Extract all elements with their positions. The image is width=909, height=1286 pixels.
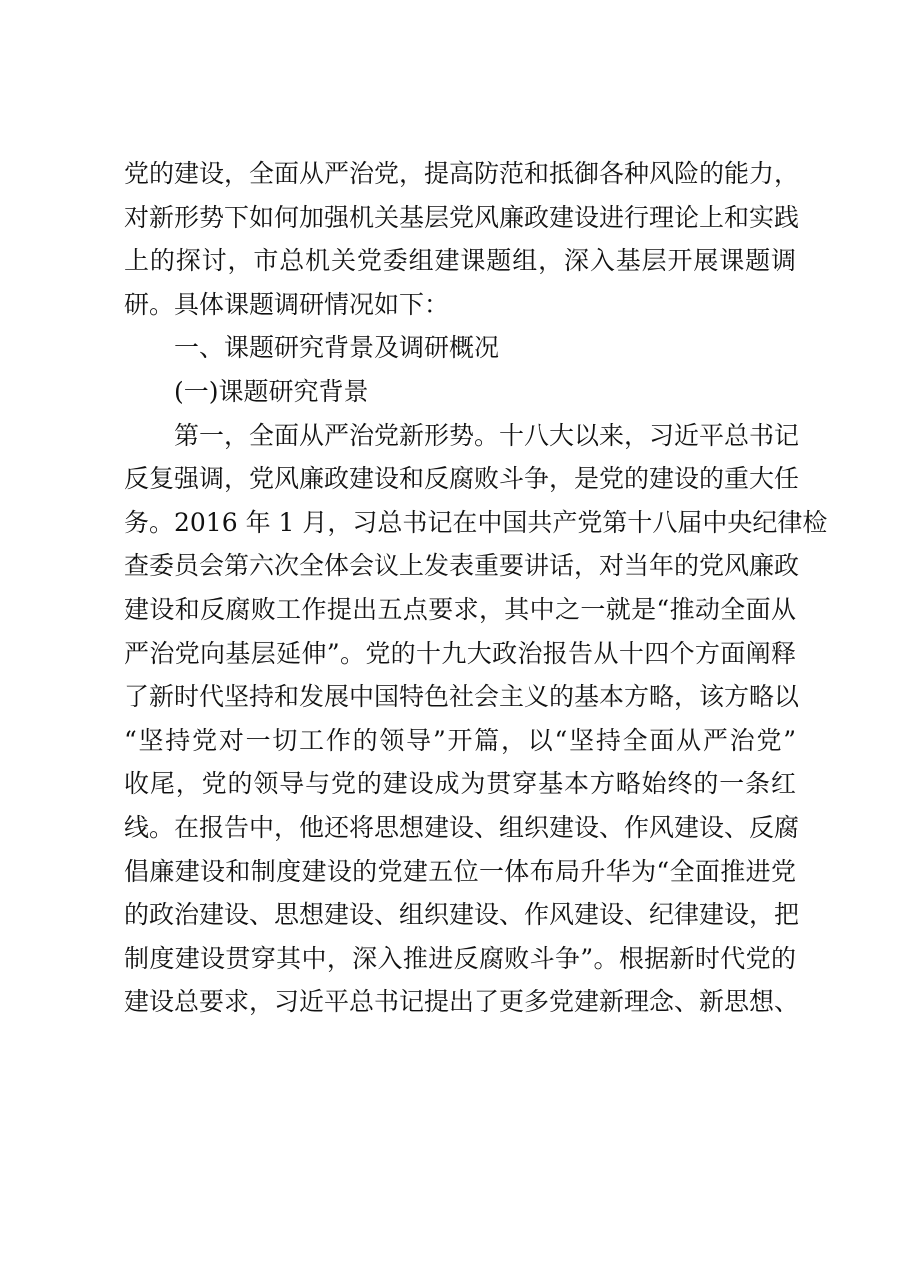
text-line-4: 研。具体课题调研情况如下： [124,289,450,319]
text-line-17: 倡廉建设和制度建设的党建五位一体布局升华为“全面推进党 [124,856,796,886]
text-line-11: 建设和反腐败工作提出五点要求，其中之一就是“推动全面从 [124,594,796,624]
text-line-14: “坚持党对一切工作的领导”开篇，以“坚持全面从严治党” [124,725,796,755]
text-line-20: 建设总要求，习近平总书记提出了更多党建新理念、新思想、 [124,987,800,1017]
text-line-13: 了新时代坚持和发展中国特色社会主义的基本方略，该方略以 [124,682,800,712]
text-line-16: 线。在报告中，他还将思想建设、组织建设、作风建设、反腐 [124,812,800,842]
text-line-8: 反复强调，党风廉政建设和反腐败斗争，是党的建设的重大任 [124,464,800,494]
text-line-2: 对新形势下如何加强机关基层党风廉政建设进行理论上和实践 [124,202,800,232]
text-line-3: 上的探讨，市总机关党委组建课题组，深入基层开展课题调 [124,246,796,276]
text-line-18: 的政治建设、思想建设、组织建设、作风建设、纪律建设，把 [124,900,800,930]
text-line-1: 党的建设，全面从严治党，提高防范和抵御各种风险的能力， [124,159,800,188]
section-heading: 一、课题研究背景及调研概况 [174,333,500,363]
text-line-10: 查委员会第六次全体会议上发表重要讲话，对当年的党风廉政 [124,551,800,581]
text-line-19: 制度建设贯穿其中，深入推进反腐败斗争”。根据新时代党的 [124,943,796,973]
body-text [124,152,828,1024]
subsection-heading: (一)课题研究背景 [174,376,369,406]
text-line-15: 收尾，党的领导与党的建设成为贯穿基本方略始终的一条红 [124,769,796,799]
text-line-12: 严治党向基层延伸”。党的十九大政治报告从十四个方面阐释 [124,638,796,668]
text-line-7: 第一，全面从严治党新形势。十八大以来，习近平总书记 [174,420,800,450]
text-line-9: 务。2016 年 1 月，习总书记在中国共产党第十八届中央纪律检 [124,507,828,537]
